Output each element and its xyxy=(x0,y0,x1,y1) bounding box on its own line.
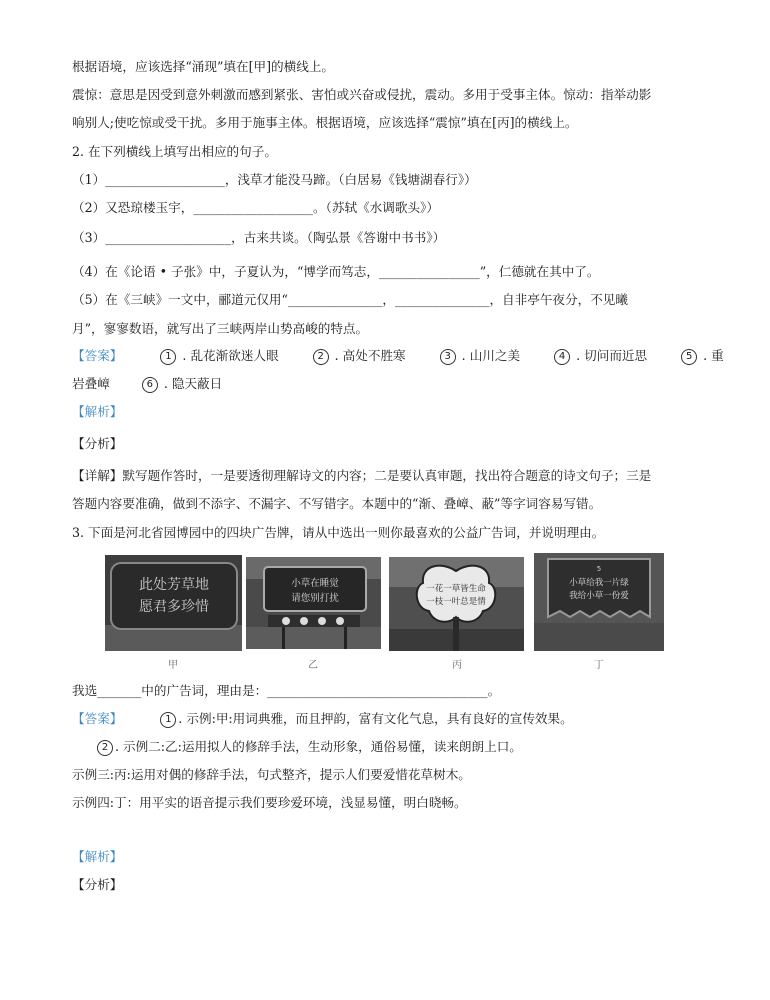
answer-2-1-text: 乱花渐欲迷人眼 xyxy=(190,348,279,363)
example-4: 示例四:丁：用平实的语音提示我们要珍爱环境，浅显易懂，明白晓畅。 xyxy=(72,795,467,810)
sign-jia-line-1: 此处芳草地 xyxy=(139,577,209,593)
fenxi-label-1: 【分析】 xyxy=(72,436,123,451)
xiangjie-label: 【详解】 xyxy=(72,468,123,483)
sign-ding-line-1: 小草给我一片绿 xyxy=(569,578,629,588)
sign-yi-line-2: 请您别打扰 xyxy=(291,593,339,604)
circled-number-3: 3 xyxy=(440,349,456,365)
circled-number-1b: 1 xyxy=(160,712,176,728)
question-2-item-5b: 月”，寥寥数语，就写出了三峡两岸山势高峻的特点。 xyxy=(72,321,369,336)
example-1: . 示例:甲:用词典雅，而且押韵，富有文化气息，具有良好的宣传效果。 xyxy=(178,711,573,726)
question-2-title: 2. 在下列横线上填写出相应的句子。 xyxy=(72,144,277,159)
answer-2-line-1 xyxy=(72,347,724,365)
xiangjie-line-2: 答题内容要准确，做到不添字、不漏字、不写错字。本题中的“渐、叠嶂、蔽”等字词容易写错。 xyxy=(72,496,602,511)
question-3-fill: 我选_______中的广告词，理由是：___________________________________。 xyxy=(72,683,501,698)
photo-caption-jia: 甲 xyxy=(168,660,178,671)
photo-caption-bing: 丙 xyxy=(452,660,462,671)
sign-jia-line-2: 愿君多珍惜 xyxy=(139,599,209,615)
circled-number-2: 2 xyxy=(313,349,329,365)
circled-number-5: 5 xyxy=(681,349,697,365)
answer-label: 【答案】 xyxy=(72,348,123,363)
billboard-photos xyxy=(0,551,770,671)
photo-billboard-ding xyxy=(534,553,664,651)
para-yongxian: 根据语境，应该选择“涌现”填在[甲]的横线上。 xyxy=(72,59,334,74)
answer-2-3-text: 山川之美 xyxy=(469,348,521,363)
answer-2-line-2 xyxy=(72,375,222,393)
question-2-item-4: （4）在《论语 • 子张》中，子夏认为，“博学而笃志，________________”，仁德就在其中了。 xyxy=(72,264,600,279)
answer-2-4: . 切问而近思 xyxy=(576,348,648,363)
example-3: 示例三:丙:运用对偶的修辞手法，句式整齐，提示人们要爱惜花草树木。 xyxy=(72,767,471,782)
answer-2-5: . 重 xyxy=(703,348,724,363)
sign-yi-line-1: 小草在睡觉 xyxy=(291,578,339,589)
question-2-item-2: （2）又恐琼楼玉宇，___________________。（苏轼《水调歌头》） xyxy=(72,200,439,215)
question-2-item-1: （1）___________________，浅草才能没马蹄。（白居易《钱塘湖春行》） xyxy=(72,172,477,187)
answer-label-3: 【答案】 xyxy=(72,711,123,726)
answer-3-line-2 xyxy=(97,738,522,756)
para-zhenjing-1: 震惊：意思是因受到意外刺激而感到紧张、害怕或兴奋或侵扰，震动。多用于受事主体。惊动：指举动影 xyxy=(72,87,652,102)
question-2-item-5a: （5）在《三峡》一文中，郦道元仅用“_______________，_______________，自非亭午夜分，不见曦 xyxy=(72,292,628,307)
answer-2-4-text: 切问而近思 xyxy=(584,348,648,363)
answer-2-2: . 高处不胜寒 xyxy=(334,348,406,363)
answer-2-1: . 乱花渐欲迷人眼 xyxy=(182,348,279,363)
sign-ding-line-2: 我给小草一份爱 xyxy=(569,591,629,601)
jiexi-label-1: 【解析】 xyxy=(72,404,123,419)
para-zhenjing-2: 响别人;使吃惊或受干扰。多用于施事主体。根据语境，应该选择“震惊”填在[丙]的横线上。 xyxy=(72,115,578,130)
answer-2-6: . 隐天蔽日 xyxy=(163,376,223,391)
answer-3-line-1 xyxy=(72,710,573,728)
photo-caption-ding: 丁 xyxy=(594,660,604,671)
answer-2-5-text-cont: 岩叠嶂 xyxy=(72,376,110,391)
sign-ding-number: 5 xyxy=(596,565,602,573)
xiangjie-line-1 xyxy=(72,467,651,485)
example-2: . 示例二:乙:运用拟人的修辞手法，生动形象，通俗易懂，读来朗朗上口。 xyxy=(115,739,522,754)
circled-number-1: 1 xyxy=(160,349,176,365)
circled-number-4: 4 xyxy=(554,349,570,365)
answer-2-6-text: 隐天蔽日 xyxy=(171,376,223,391)
sign-bing-line-1: 一花一草皆生命 xyxy=(426,584,486,594)
circled-number-2b: 2 xyxy=(97,740,113,756)
answer-2-5-text: 重 xyxy=(711,348,724,363)
jiexi-label-2: 【解析】 xyxy=(72,849,123,864)
fenxi-label-2: 【分析】 xyxy=(72,877,123,892)
answer-2-3: . 山川之美 xyxy=(461,348,521,363)
sign-bing-line-2: 一枝一叶总是情 xyxy=(426,597,486,607)
photo-billboard-bing xyxy=(389,557,524,651)
answer-2-2-text: 高处不胜寒 xyxy=(342,348,406,363)
photo-billboard-jia xyxy=(105,555,242,651)
xiangjie-text-1: 默写题作答时，一是要透彻理解诗文的内容；二是要认真审题，找出符合题意的诗文句子；三是 xyxy=(122,468,652,483)
circled-number-6: 6 xyxy=(142,377,158,393)
photo-billboard-yi xyxy=(246,557,381,649)
photo-caption-yi: 乙 xyxy=(308,660,318,671)
question-3-title: 3. 下面是河北省园博园中的四块广告牌，请从中选出一则你最喜欢的公益广告词，并说明理由。 xyxy=(72,525,605,540)
question-2-item-3: （3）____________________，古来共谈。（陶弘景《答谢中书书》） xyxy=(72,230,446,245)
